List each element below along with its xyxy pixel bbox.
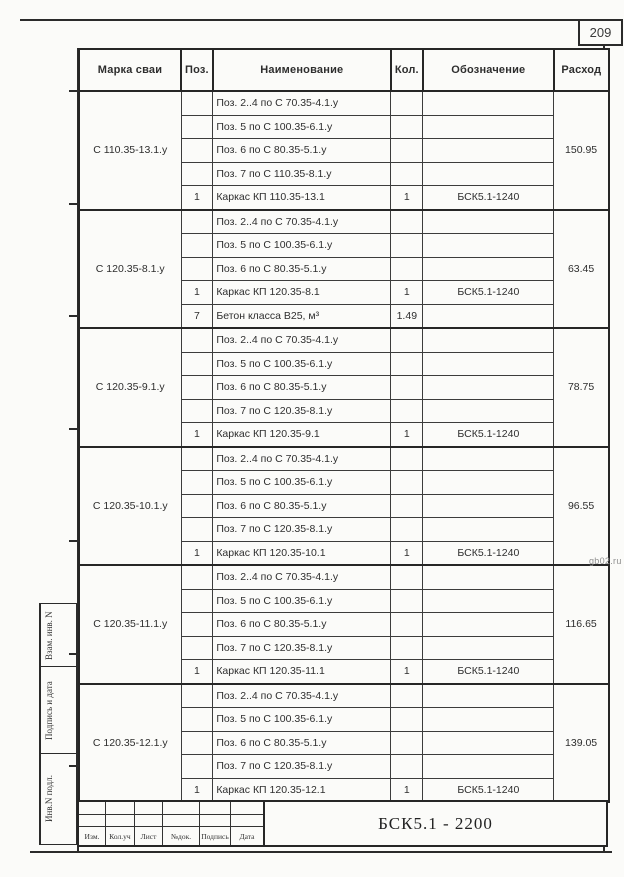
item-name: Поз. 2..4 по С 70.35-4.1.у xyxy=(213,210,391,234)
group-boundary-tick xyxy=(69,203,79,205)
spec-row xyxy=(79,565,609,589)
pos-value xyxy=(181,447,213,471)
qty-value xyxy=(391,257,423,281)
stamp-cell-blank xyxy=(79,802,106,815)
qty-value: 1 xyxy=(391,778,423,802)
header-mark: Марка сваи xyxy=(79,49,181,91)
item-name: Поз. 2..4 по С 70.35-4.1.у xyxy=(213,91,391,115)
stamp-cell-blank xyxy=(163,815,200,827)
pos-value xyxy=(181,565,213,589)
group-boundary-tick xyxy=(69,540,79,542)
top-frame-line xyxy=(20,19,621,21)
group-boundary-tick xyxy=(69,90,79,92)
stamp-cell-blank xyxy=(135,815,163,827)
consumption-value: 139.05 xyxy=(554,684,609,803)
pile-spec-table xyxy=(78,48,610,803)
qty-value xyxy=(391,684,423,708)
consumption-value: 150.95 xyxy=(554,91,609,210)
stamp-cell-blank xyxy=(106,815,135,827)
item-name: Поз. 7 по С 110.35-8.1.у xyxy=(213,162,391,186)
pos-value xyxy=(181,162,213,186)
stamp-cell-blank xyxy=(200,815,231,827)
table-header-row xyxy=(79,49,609,91)
pos-value xyxy=(181,139,213,163)
stamp-cell-blank xyxy=(200,802,231,815)
pos-value: 1 xyxy=(181,541,213,565)
designation-value xyxy=(423,589,554,613)
qty-value: 1 xyxy=(391,541,423,565)
item-name: Поз. 7 по С 120.35-8.1.у xyxy=(213,399,391,423)
item-name: Поз. 6 по С 80.35-5.1.у xyxy=(213,494,391,518)
item-name: Поз. 6 по С 80.35-5.1.у xyxy=(213,139,391,163)
header-designation: Обозначение xyxy=(423,49,554,91)
item-name: Поз. 7 по С 120.35-8.1.у xyxy=(213,755,391,779)
designation-value xyxy=(423,447,554,471)
item-name: Поз. 5 по С 100.35-6.1.у xyxy=(213,115,391,139)
title-block xyxy=(77,800,608,847)
designation-value: БСК5.1-1240 xyxy=(423,281,554,305)
consumption-value: 63.45 xyxy=(554,210,609,329)
document-number: БСК5.1 - 2200 xyxy=(378,813,493,833)
item-name: Бетон класса В25, м³ xyxy=(213,304,391,328)
header-qty: Кол. xyxy=(391,49,423,91)
qty-value xyxy=(391,636,423,660)
pos-value xyxy=(181,755,213,779)
pos-value xyxy=(181,471,213,495)
stamp-label-izm: Изм. xyxy=(79,827,106,845)
pos-value xyxy=(181,399,213,423)
item-name: Поз. 7 по С 120.35-8.1.у xyxy=(213,518,391,542)
stamp-cell-blank xyxy=(135,802,163,815)
site-watermark: gb02.ru xyxy=(589,556,622,566)
qty-value xyxy=(391,708,423,732)
designation-value xyxy=(423,471,554,495)
spec-row xyxy=(79,684,609,708)
group-boundary-tick xyxy=(69,428,79,430)
qty-value xyxy=(391,589,423,613)
page-number: 209 xyxy=(589,25,612,40)
pos-value: 1 xyxy=(181,281,213,305)
item-name: Поз. 5 по С 100.35-6.1.у xyxy=(213,589,391,613)
sidebox-label: Взам. инв. N xyxy=(40,604,57,667)
qty-value xyxy=(391,376,423,400)
pos-value xyxy=(181,636,213,660)
pos-value: 7 xyxy=(181,304,213,328)
stamp-label-podpis: Подпись xyxy=(200,827,231,845)
item-name: Поз. 7 по С 120.35-8.1.у xyxy=(213,636,391,660)
qty-value xyxy=(391,162,423,186)
sidebox-blank xyxy=(57,604,76,667)
qty-value xyxy=(391,210,423,234)
pos-value xyxy=(181,613,213,637)
designation-value: БСК5.1-1240 xyxy=(423,541,554,565)
header-consumption: Расход xyxy=(554,49,609,91)
qty-value: 1 xyxy=(391,423,423,447)
designation-value xyxy=(423,328,554,352)
designation-value xyxy=(423,755,554,779)
qty-value xyxy=(391,328,423,352)
designation-value xyxy=(423,636,554,660)
designation-value xyxy=(423,731,554,755)
spec-table-body xyxy=(79,91,609,802)
pos-value xyxy=(181,494,213,518)
pos-value xyxy=(181,352,213,376)
item-name: Поз. 2..4 по С 70.35-4.1.у xyxy=(213,328,391,352)
pile-mark: С 120.35-10.1.у xyxy=(79,447,181,566)
designation-value xyxy=(423,518,554,542)
sidebox-vzam-inv xyxy=(39,603,77,668)
item-name: Каркас КП 120.35-12.1 xyxy=(213,778,391,802)
pile-mark: С 120.35-9.1.у xyxy=(79,328,181,447)
sidebox-label: Подпись и дата xyxy=(40,667,57,754)
designation-value xyxy=(423,139,554,163)
qty-value xyxy=(391,139,423,163)
qty-value xyxy=(391,518,423,542)
qty-value xyxy=(391,613,423,637)
pile-mark: С 110.35-13.1.у xyxy=(79,91,181,210)
qty-value xyxy=(391,234,423,258)
qty-value xyxy=(391,91,423,115)
item-name: Поз. 2..4 по С 70.35-4.1.у xyxy=(213,565,391,589)
pos-value: 1 xyxy=(181,660,213,684)
qty-value: 1.49 xyxy=(391,304,423,328)
item-name: Каркас КП 110.35-13.1 xyxy=(213,186,391,210)
spec-row xyxy=(79,210,609,234)
bottom-frame-line xyxy=(30,851,612,853)
designation-value xyxy=(423,352,554,376)
qty-value xyxy=(391,399,423,423)
item-name: Поз. 2..4 по С 70.35-4.1.у xyxy=(213,684,391,708)
stamp-cell-blank xyxy=(79,815,106,827)
qty-value xyxy=(391,115,423,139)
designation-value xyxy=(423,494,554,518)
group-boundary-tick xyxy=(69,765,79,767)
group-boundary-tick xyxy=(69,653,79,655)
pos-value xyxy=(181,234,213,258)
item-name: Поз. 5 по С 100.35-6.1.у xyxy=(213,234,391,258)
item-name: Поз. 5 по С 100.35-6.1.у xyxy=(213,471,391,495)
designation-value xyxy=(423,304,554,328)
pos-value xyxy=(181,210,213,234)
item-name: Поз. 5 по С 100.35-6.1.у xyxy=(213,708,391,732)
qty-value xyxy=(391,494,423,518)
designation-value xyxy=(423,91,554,115)
pos-value xyxy=(181,518,213,542)
qty-value xyxy=(391,565,423,589)
designation-value xyxy=(423,565,554,589)
item-name: Поз. 6 по С 80.35-5.1.у xyxy=(213,257,391,281)
designation-value: БСК5.1-1240 xyxy=(423,423,554,447)
header-name: Наименование xyxy=(213,49,391,91)
sidebox-podpis-data xyxy=(39,666,77,755)
consumption-value: 116.65 xyxy=(554,565,609,684)
designation-value xyxy=(423,115,554,139)
pile-mark: С 120.35-8.1.у xyxy=(79,210,181,329)
designation-value xyxy=(423,399,554,423)
group-boundary-tick xyxy=(69,315,79,317)
designation-value xyxy=(423,376,554,400)
page-number-box xyxy=(578,19,623,46)
pos-value xyxy=(181,589,213,613)
designation-value xyxy=(423,162,554,186)
item-name: Каркас КП 120.35-9.1 xyxy=(213,423,391,447)
spec-row xyxy=(79,91,609,115)
stamp-label-data: Дата xyxy=(239,831,255,841)
pos-value xyxy=(181,708,213,732)
pos-value xyxy=(181,115,213,139)
qty-value: 1 xyxy=(391,281,423,305)
consumption-value: 78.75 xyxy=(554,328,609,447)
consumption-value: 96.55 xyxy=(554,447,609,566)
pos-value: 1 xyxy=(181,423,213,447)
pos-value xyxy=(181,91,213,115)
pos-value xyxy=(181,257,213,281)
pile-mark: С 120.35-11.1.у xyxy=(79,565,181,684)
stamp-cell-blank xyxy=(106,802,135,815)
qty-value: 1 xyxy=(391,660,423,684)
designation-value xyxy=(423,708,554,732)
spec-row xyxy=(79,447,609,471)
pos-value: 1 xyxy=(181,186,213,210)
revision-stamp-grid xyxy=(79,802,265,845)
pos-value xyxy=(181,376,213,400)
qty-value xyxy=(391,755,423,779)
item-name: Поз. 6 по С 80.35-5.1.у xyxy=(213,731,391,755)
qty-value: 1 xyxy=(391,186,423,210)
designation-value xyxy=(423,257,554,281)
sidebox-blank xyxy=(57,667,76,754)
designation-value xyxy=(423,613,554,637)
pos-value xyxy=(181,684,213,708)
designation-value: БСК5.1-1240 xyxy=(423,660,554,684)
stamp-label-list: Лист xyxy=(135,827,163,845)
stamp-label-koluch: Кол.уч xyxy=(106,827,135,845)
designation-value xyxy=(423,210,554,234)
item-name: Поз. 6 по С 80.35-5.1.у xyxy=(213,376,391,400)
stamp-cell-blank xyxy=(231,815,263,827)
item-name: Каркас КП 120.35-11.1 xyxy=(213,660,391,684)
item-name: Поз. 5 по С 100.35-6.1.у xyxy=(213,352,391,376)
pos-value xyxy=(181,328,213,352)
pile-mark: С 120.35-12.1.у xyxy=(79,684,181,803)
qty-value xyxy=(391,471,423,495)
qty-value xyxy=(391,731,423,755)
item-name: Каркас КП 120.35-10.1 xyxy=(213,541,391,565)
stamp-cell-blank xyxy=(231,802,263,815)
item-name: Каркас КП 120.35-8.1 xyxy=(213,281,391,305)
designation-value xyxy=(423,684,554,708)
qty-value xyxy=(391,447,423,471)
spec-row xyxy=(79,328,609,352)
item-name: Поз. 6 по С 80.35-5.1.у xyxy=(213,613,391,637)
stamp-cell-blank xyxy=(163,802,200,815)
qty-value xyxy=(391,352,423,376)
pos-value xyxy=(181,731,213,755)
stamp-label-ndok: №док. xyxy=(163,827,200,845)
designation-value: БСК5.1-1240 xyxy=(423,778,554,802)
pos-value: 1 xyxy=(181,778,213,802)
item-name: Поз. 2..4 по С 70.35-4.1.у xyxy=(213,447,391,471)
designation-value xyxy=(423,234,554,258)
sidebox-label: Инв.N подл. xyxy=(40,754,57,844)
header-pos: Поз. xyxy=(181,49,213,91)
sidebox-blank xyxy=(57,754,76,844)
designation-value: БСК5.1-1240 xyxy=(423,186,554,210)
